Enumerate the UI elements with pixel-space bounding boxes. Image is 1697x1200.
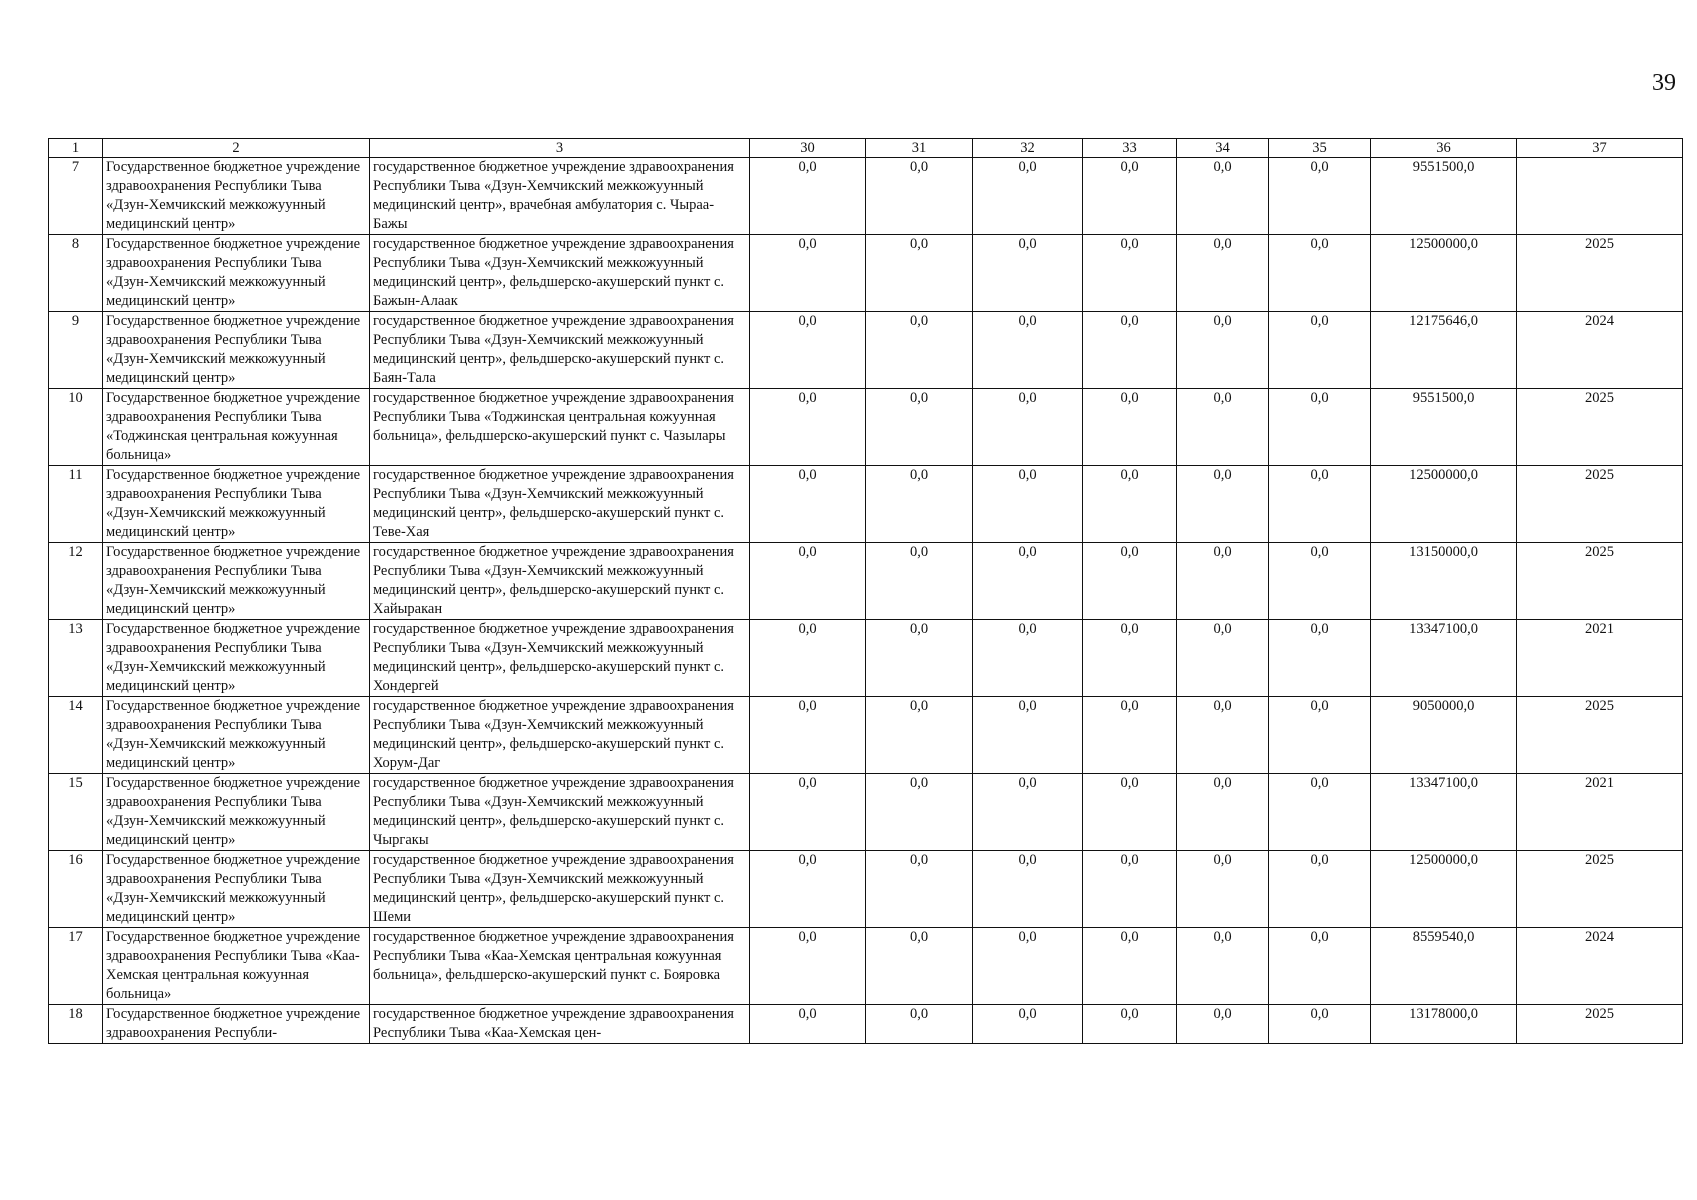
- value-cell: 0,0: [973, 466, 1083, 543]
- value-cell: 0,0: [1083, 312, 1177, 389]
- year-cell: 2025: [1517, 235, 1683, 312]
- value-cell: 0,0: [1269, 466, 1371, 543]
- value-cell: 0,0: [750, 620, 866, 697]
- column-header: 30: [750, 139, 866, 158]
- table-row: [49, 235, 1683, 312]
- value-cell: 0,0: [1177, 1005, 1269, 1044]
- amount-cell: 12500000,0: [1371, 851, 1517, 928]
- column-header: 2: [103, 139, 370, 158]
- organization-cell: Государственное бюджетное учреждение здравоохранения Республики Тыва «Дзун-Хемчикский межкожуунный медицинский центр»: [103, 158, 370, 235]
- value-cell: 0,0: [1083, 235, 1177, 312]
- value-cell: 0,0: [973, 851, 1083, 928]
- organization-cell: Государственное бюджетное учреждение здравоохранения Республики Тыва «Дзун-Хемчикский межкожуунный медицинский центр»: [103, 466, 370, 543]
- amount-cell: 13150000,0: [1371, 543, 1517, 620]
- column-header: 35: [1269, 139, 1371, 158]
- amount-cell: 12175646,0: [1371, 312, 1517, 389]
- value-cell: 0,0: [866, 774, 973, 851]
- value-cell: 0,0: [866, 851, 973, 928]
- value-cell: 0,0: [866, 928, 973, 1005]
- data-table: [48, 138, 1683, 1044]
- table-row: [49, 543, 1683, 620]
- value-cell: 0,0: [750, 774, 866, 851]
- row-number: 17: [49, 928, 103, 1005]
- value-cell: 0,0: [1177, 543, 1269, 620]
- value-cell: 0,0: [1269, 851, 1371, 928]
- value-cell: 0,0: [1083, 1005, 1177, 1044]
- value-cell: 0,0: [750, 158, 866, 235]
- value-cell: 0,0: [1269, 389, 1371, 466]
- organization-cell: Государственное бюджетное учреждение здравоохранения Республики Тыва «Каа-Хемская центральная кожуунная больница»: [103, 928, 370, 1005]
- value-cell: 0,0: [1177, 466, 1269, 543]
- table-row: [49, 158, 1683, 235]
- value-cell: 0,0: [1269, 543, 1371, 620]
- value-cell: 0,0: [1083, 774, 1177, 851]
- row-number: 16: [49, 851, 103, 928]
- value-cell: 0,0: [1083, 158, 1177, 235]
- value-cell: 0,0: [973, 928, 1083, 1005]
- value-cell: 0,0: [1177, 928, 1269, 1005]
- value-cell: 0,0: [1177, 312, 1269, 389]
- value-cell: 0,0: [1269, 620, 1371, 697]
- table-row: [49, 1005, 1683, 1044]
- value-cell: 0,0: [750, 851, 866, 928]
- value-cell: 0,0: [1269, 697, 1371, 774]
- row-number: 10: [49, 389, 103, 466]
- organization-cell: Государственное бюджетное учреждение здравоохранения Республики Тыва «Дзун-Хемчикский межкожуунный медицинский центр»: [103, 851, 370, 928]
- value-cell: 0,0: [866, 235, 973, 312]
- column-header: 33: [1083, 139, 1177, 158]
- table-row: [49, 851, 1683, 928]
- value-cell: 0,0: [1269, 312, 1371, 389]
- column-header: 32: [973, 139, 1083, 158]
- value-cell: 0,0: [973, 389, 1083, 466]
- value-cell: 0,0: [1177, 697, 1269, 774]
- amount-cell: 9551500,0: [1371, 389, 1517, 466]
- value-cell: 0,0: [1083, 389, 1177, 466]
- organization-cell: Государственное бюджетное учреждение здравоохранения Республики Тыва «Дзун-Хемчикский межкожуунный медицинский центр»: [103, 697, 370, 774]
- organization-cell: Государственное бюджетное учреждение здравоохранения Республи-: [103, 1005, 370, 1044]
- year-cell: 2024: [1517, 928, 1683, 1005]
- year-cell: 2021: [1517, 620, 1683, 697]
- year-cell: 2025: [1517, 851, 1683, 928]
- value-cell: 0,0: [750, 543, 866, 620]
- value-cell: 0,0: [750, 697, 866, 774]
- value-cell: 0,0: [1269, 774, 1371, 851]
- table-row: [49, 466, 1683, 543]
- column-header: 31: [866, 139, 973, 158]
- organization-cell: Государственное бюджетное учреждение здравоохранения Республики Тыва «Дзун-Хемчикский межкожуунный медицинский центр»: [103, 774, 370, 851]
- row-number: 7: [49, 158, 103, 235]
- year-cell: 2025: [1517, 543, 1683, 620]
- amount-cell: 9551500,0: [1371, 158, 1517, 235]
- year-cell: 2025: [1517, 697, 1683, 774]
- value-cell: 0,0: [866, 697, 973, 774]
- row-number: 8: [49, 235, 103, 312]
- page-number: 39: [1652, 70, 1676, 96]
- row-number: 13: [49, 620, 103, 697]
- value-cell: 0,0: [1083, 851, 1177, 928]
- value-cell: 0,0: [1269, 1005, 1371, 1044]
- object-cell: государственное бюджетное учреждение здравоохранения Республики Тыва «Дзун-Хемчикский межкожуунный медицинский центр», фельдшерско-акушерский пункт с. Чыргакы: [370, 774, 750, 851]
- year-cell: 2025: [1517, 1005, 1683, 1044]
- value-cell: 0,0: [866, 389, 973, 466]
- value-cell: 0,0: [973, 620, 1083, 697]
- value-cell: 0,0: [1083, 620, 1177, 697]
- column-header: 34: [1177, 139, 1269, 158]
- object-cell: государственное бюджетное учреждение здравоохранения Республики Тыва «Каа-Хемская цен-: [370, 1005, 750, 1044]
- value-cell: 0,0: [750, 466, 866, 543]
- object-cell: государственное бюджетное учреждение здравоохранения Республики Тыва «Дзун-Хемчикский межкожуунный медицинский центр», фельдшерско-акушерский пункт с. Хайыракан: [370, 543, 750, 620]
- row-number: 11: [49, 466, 103, 543]
- value-cell: 0,0: [1269, 158, 1371, 235]
- table-row: [49, 620, 1683, 697]
- organization-cell: Государственное бюджетное учреждение здравоохранения Республики Тыва «Дзун-Хемчикский межкожуунный медицинский центр»: [103, 620, 370, 697]
- value-cell: 0,0: [1177, 620, 1269, 697]
- value-cell: 0,0: [1269, 235, 1371, 312]
- object-cell: государственное бюджетное учреждение здравоохранения Республики Тыва «Дзун-Хемчикский межкожуунный медицинский центр», фельдшерско-акушерский пункт с. Бажын-Алаак: [370, 235, 750, 312]
- table-row: [49, 928, 1683, 1005]
- value-cell: 0,0: [750, 1005, 866, 1044]
- organization-cell: Государственное бюджетное учреждение здравоохранения Республики Тыва «Дзун-Хемчикский межкожуунный медицинский центр»: [103, 235, 370, 312]
- value-cell: 0,0: [973, 697, 1083, 774]
- value-cell: 0,0: [1083, 543, 1177, 620]
- object-cell: государственное бюджетное учреждение здравоохранения Республики Тыва «Дзун-Хемчикский межкожуунный медицинский центр», фельдшерско-акушерский пункт с. Хондергей: [370, 620, 750, 697]
- amount-cell: 12500000,0: [1371, 235, 1517, 312]
- value-cell: 0,0: [750, 312, 866, 389]
- table-row: [49, 389, 1683, 466]
- value-cell: 0,0: [973, 312, 1083, 389]
- row-number: 12: [49, 543, 103, 620]
- year-cell: 2025: [1517, 466, 1683, 543]
- column-header: 1: [49, 139, 103, 158]
- value-cell: 0,0: [1177, 235, 1269, 312]
- row-number: 14: [49, 697, 103, 774]
- value-cell: 0,0: [866, 1005, 973, 1044]
- value-cell: 0,0: [1083, 697, 1177, 774]
- value-cell: 0,0: [1269, 928, 1371, 1005]
- value-cell: 0,0: [1177, 158, 1269, 235]
- value-cell: 0,0: [1083, 466, 1177, 543]
- value-cell: 0,0: [866, 312, 973, 389]
- amount-cell: 12500000,0: [1371, 466, 1517, 543]
- value-cell: 0,0: [973, 235, 1083, 312]
- value-cell: 0,0: [1177, 774, 1269, 851]
- object-cell: государственное бюджетное учреждение здравоохранения Республики Тыва «Дзун-Хемчикский межкожуунный медицинский центр», фельдшерско-акушерский пункт с. Баян-Тала: [370, 312, 750, 389]
- table-row: [49, 697, 1683, 774]
- amount-cell: 13347100,0: [1371, 774, 1517, 851]
- amount-cell: 8559540,0: [1371, 928, 1517, 1005]
- year-cell: 2025: [1517, 389, 1683, 466]
- value-cell: 0,0: [973, 774, 1083, 851]
- organization-cell: Государственное бюджетное учреждение здравоохранения Республики Тыва «Тоджинская центральная кожуунная больница»: [103, 389, 370, 466]
- value-cell: 0,0: [866, 620, 973, 697]
- column-header: 37: [1517, 139, 1683, 158]
- row-number: 15: [49, 774, 103, 851]
- value-cell: 0,0: [973, 1005, 1083, 1044]
- value-cell: 0,0: [866, 543, 973, 620]
- column-header: 36: [1371, 139, 1517, 158]
- object-cell: государственное бюджетное учреждение здравоохранения Республики Тыва «Дзун-Хемчикский межкожуунный медицинский центр», фельдшерско-акушерский пункт с. Хорум-Даг: [370, 697, 750, 774]
- object-cell: государственное бюджетное учреждение здравоохранения Республики Тыва «Дзун-Хемчикский межкожуунный медицинский центр», фельдшерско-акушерский пункт с. Теве-Хая: [370, 466, 750, 543]
- row-number: 9: [49, 312, 103, 389]
- year-cell: [1517, 158, 1683, 235]
- row-number: 18: [49, 1005, 103, 1044]
- value-cell: 0,0: [750, 389, 866, 466]
- value-cell: 0,0: [866, 466, 973, 543]
- value-cell: 0,0: [1177, 389, 1269, 466]
- table-row: [49, 312, 1683, 389]
- organization-cell: Государственное бюджетное учреждение здравоохранения Республики Тыва «Дзун-Хемчикский межкожуунный медицинский центр»: [103, 312, 370, 389]
- value-cell: 0,0: [973, 158, 1083, 235]
- value-cell: 0,0: [750, 928, 866, 1005]
- header-row: [49, 139, 1683, 158]
- amount-cell: 13347100,0: [1371, 620, 1517, 697]
- value-cell: 0,0: [973, 543, 1083, 620]
- object-cell: государственное бюджетное учреждение здравоохранения Республики Тыва «Дзун-Хемчикский межкожуунный медицинский центр», врачебная амбулатория с. Чыраа-Бажы: [370, 158, 750, 235]
- year-cell: 2024: [1517, 312, 1683, 389]
- column-header: 3: [370, 139, 750, 158]
- year-cell: 2021: [1517, 774, 1683, 851]
- amount-cell: 13178000,0: [1371, 1005, 1517, 1044]
- table-row: [49, 774, 1683, 851]
- value-cell: 0,0: [1083, 928, 1177, 1005]
- value-cell: 0,0: [1177, 851, 1269, 928]
- value-cell: 0,0: [866, 158, 973, 235]
- amount-cell: 9050000,0: [1371, 697, 1517, 774]
- object-cell: государственное бюджетное учреждение здравоохранения Республики Тыва «Каа-Хемская центральная кожуунная больница», фельдшерско-акушерский пункт с. Бояровка: [370, 928, 750, 1005]
- object-cell: государственное бюджетное учреждение здравоохранения Республики Тыва «Тоджинская центральная кожуунная больница», фельдшерско-акушерский пункт с. Чазылары: [370, 389, 750, 466]
- object-cell: государственное бюджетное учреждение здравоохранения Республики Тыва «Дзун-Хемчикский межкожуунный медицинский центр», фельдшерско-акушерский пункт с. Шеми: [370, 851, 750, 928]
- organization-cell: Государственное бюджетное учреждение здравоохранения Республики Тыва «Дзун-Хемчикский межкожуунный медицинский центр»: [103, 543, 370, 620]
- value-cell: 0,0: [750, 235, 866, 312]
